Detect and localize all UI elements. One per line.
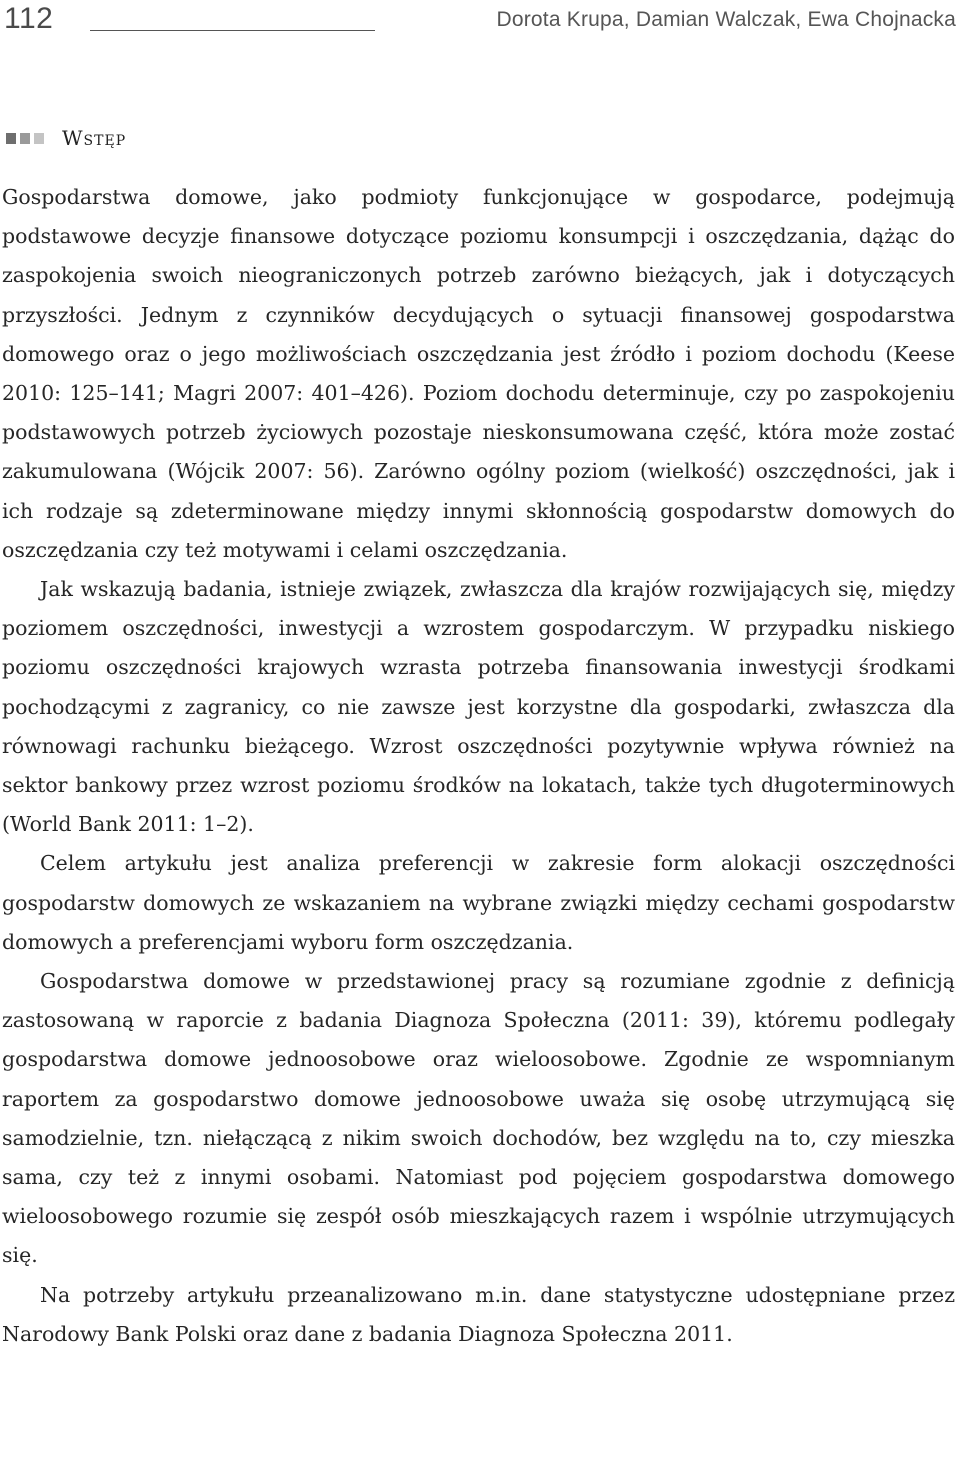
- body-text: [2, 178, 955, 1354]
- paragraph-intro: Gospodarstwa domowe, jako podmioty funkcjonujące w gospodarce, podejmują podstawowe decyzje finansowe dotyczące poziomu konsumpcji i oszczędzania, dążąc do zaspokojenia swoich nieograniczonych potrzeb zarówno bieżących, jak i dotyczących przyszłości. Jednym z czynników decydujących o sytuacji finansowej gospodarstwa domowego oraz o jego możliwościach oszczędzania jest źródło i poziom dochodu (Keese 2010: 125–141; Magri 2007: 401–426). Poziom dochodu determinuje, czy po zaspokojeniu podstawowych potrzeb życiowych pozostaje nieskonsumowana część, która może zostać zakumulowana (Wójcik 2007: 56). Zarówno ogólny poziom (wielkość) oszczędności, jak i ich rodzaje są zdeterminowane między innymi skłonnością gospodarstw domowych do oszczędzania czy też motywami i celami oszczędzania.: [2, 185, 955, 562]
- marker-square-mid: [20, 133, 30, 144]
- marker-square-dark: [6, 133, 16, 144]
- paragraph-article-aim: Celem artykułu jest analiza preferencji w zakresie form alokacji oszczędności gospodarstw domowych ze wskazaniem na wybrane związki między cechami gospodarstw domowych a preferencjami wyboru form oszczędzania.: [2, 851, 955, 954]
- running-head-authors: Dorota Krupa, Damian Walczak, Ewa Chojnacka: [496, 8, 956, 31]
- heading-marker-icon: [6, 133, 44, 144]
- section-heading: [6, 124, 126, 152]
- paragraph-data-sources: Na potrzeby artykułu przeanalizowano m.in. dane statystyczne udostępniane przez Narodowy Bank Polski oraz dane z badania Diagnoza Społeczna 2011.: [2, 1282, 955, 1346]
- marker-square-light: [34, 133, 44, 144]
- running-head: [0, 0, 960, 40]
- page-number: 112: [4, 2, 54, 35]
- header-rule: [90, 30, 375, 31]
- section-title: Wstęp: [62, 126, 127, 150]
- paragraph-savings-growth: Jak wskazują badania, istnieje związek, zwłaszcza dla krajów rozwijających się, między poziomem oszczędności, inwestycji a wzrostem gospodarczym. W przypadku niskiego poziomu oszczędności krajowych wzrasta potrzeba finansowania inwestycji środkami pochodzącymi z zagranicy, co nie zawsze jest korzystne dla gospodarki, zwłaszcza dla równowagi rachunku bieżącego. Wzrost oszczędności pozytywnie wpływa również na sektor bankowy przez wzrost poziomu środków na lokatach, także tych długoterminowych (World Bank 2011: 1–2).: [2, 577, 955, 837]
- paragraph-household-definition: Gospodarstwa domowe w przedstawionej pracy są rozumiane zgodnie z definicją zastosowaną w raporcie z badania Diagnoza Społeczna (2011: 39), któremu podlegały gospodarstwa domowe jednoosobowe oraz wieloosobowe. Zgodnie ze wspomnianym raportem za gospodarstwo domowe jednoosobowe uważa się osobę utrzymującą się samodzielnie, tzn. niełączącą z nikim swoich dochodów, bez względu na to, czy mieszka sama, czy też z innymi osobami. Natomiast pod pojęciem gospodarstwa domowego wieloosobowego rozumie się zespół osób mieszkających razem i wspólnie utrzymujących się.: [2, 969, 955, 1268]
